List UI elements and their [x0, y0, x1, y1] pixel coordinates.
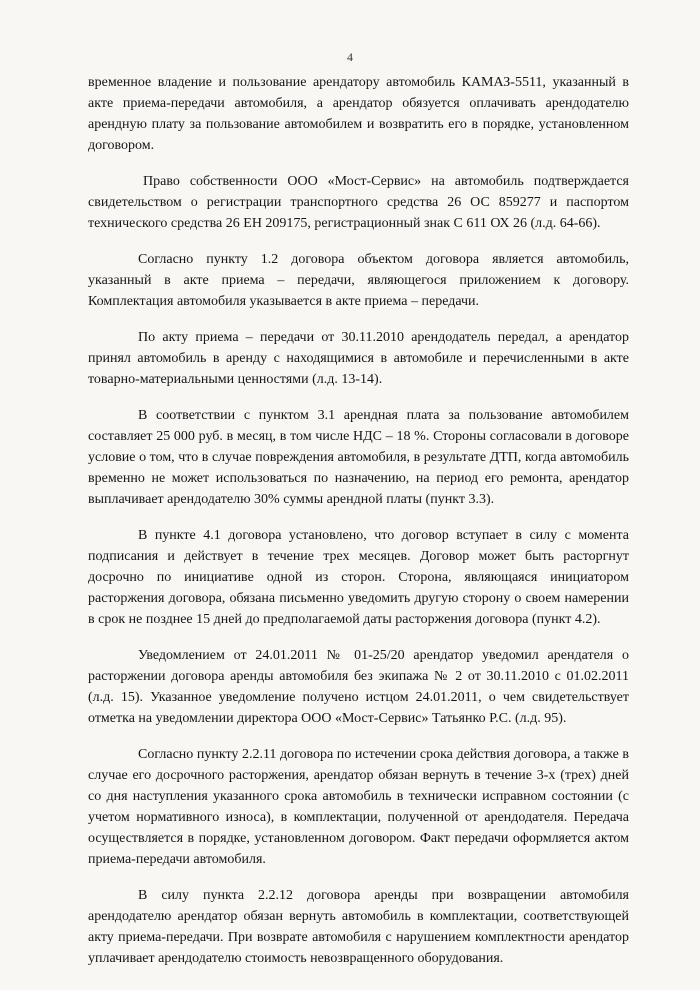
- paragraph-7: Уведомлением от 24.01.2011 № 01-25/20 арендатор уведомил арендателя о расторжении договора аренды автомобиля без экипажа № 2 от 30.11.2010 с 01.02.2011 (л.д. 15). Указанное уведомление получено истцом 24.01.2011, о чем свидетельствует отметка на уведомлении директора ООО «Мост-Сервис» Татьянко Р.С. (л.д. 95).: [88, 648, 629, 726]
- paragraph-8: Согласно пункту 2.2.11 договора по истечении срока действия договора, а также в случае его досрочного расторжения, арендатор обязан вернуть в течение 3-х (трех) дней со дня наступления указанного срока автомобиль в технически исправном состоянии (с учетом нормативного износа), в комплектации, полученной от арендодателя. Передача осуществляется в порядке, установленном договором. Факт передачи оформляется актом приема-передачи автомобиля.: [88, 747, 629, 867]
- paragraph-6: В пункте 4.1 договора установлено, что договор вступает в силу с момента подписания и действует в течение трех месяцев. Договор может быть расторгнут досрочно по инициативе одной из сторон. Сторона, являющаяся инициатором расторжения договора, обязана письменно уведомить другую сторону о своем намерении в срок не позднее 15 дней до предполагаемой даты расторжения договора (пункт 4.2).: [88, 528, 629, 627]
- paragraph-9: В силу пункта 2.2.12 договора аренды при возвращении автомобиля арендодателю арендатор обязан вернуть автомобиль в комплектации, соответствующей акту приема-передачи. При возврате автомобиля с нарушением комплектности арендатор уплачивает арендодателю стоимость невозвращенного оборудования.: [88, 888, 629, 966]
- paragraph-5: В соответствии с пунктом 3.1 арендная плата за пользование автомобилем составляет 25 000 руб. в месяц, в том числе НДС – 18 %. Стороны согласовали в договоре условие о том, что в случае повреждения автомобиля, в результате ДТП, когда автомобиль временно не может использоваться по назначению, на период его ремонта, арендатор выплачивает арендодателю 30% суммы арендной платы (пункт 3.3).: [88, 408, 629, 507]
- paragraph-4: По акту приема – передачи от 30.11.2010 арендодатель передал, а арендатор принял автомобиль в аренду с находящимися в автомобиле и перечисленными в акте товарно-материальными ценностями (л.д. 13-14).: [88, 330, 629, 387]
- paragraph-1: временное владение и пользование арендатору автомобиль КАМАЗ-5511, указанный в акте приема-передачи автомобиля, а арендатор обязуется оплачивать арендодателю арендную плату за пользование автомобилем и возвратить его в порядке, установленном договором.: [88, 75, 629, 153]
- paragraph-3: Согласно пункту 1.2 договора объектом договора является автомобиль, указанный в акте приема – передачи, являющегося приложением к договору. Комплектация автомобиля указывается в акте приема – передачи.: [88, 252, 629, 309]
- paragraph-2: Право собственности ООО «Мост-Сервис» на автомобиль подтверждается свидетельством о регистрации транспортного средства 26 ОС 859277 и паспортом технического средства 26 ЕН 209175, регистрационный знак С 611 ОХ 26 (л.д. 64-66).: [88, 174, 629, 231]
- document-body: [88, 72, 629, 984]
- page-number: 4: [347, 50, 353, 64]
